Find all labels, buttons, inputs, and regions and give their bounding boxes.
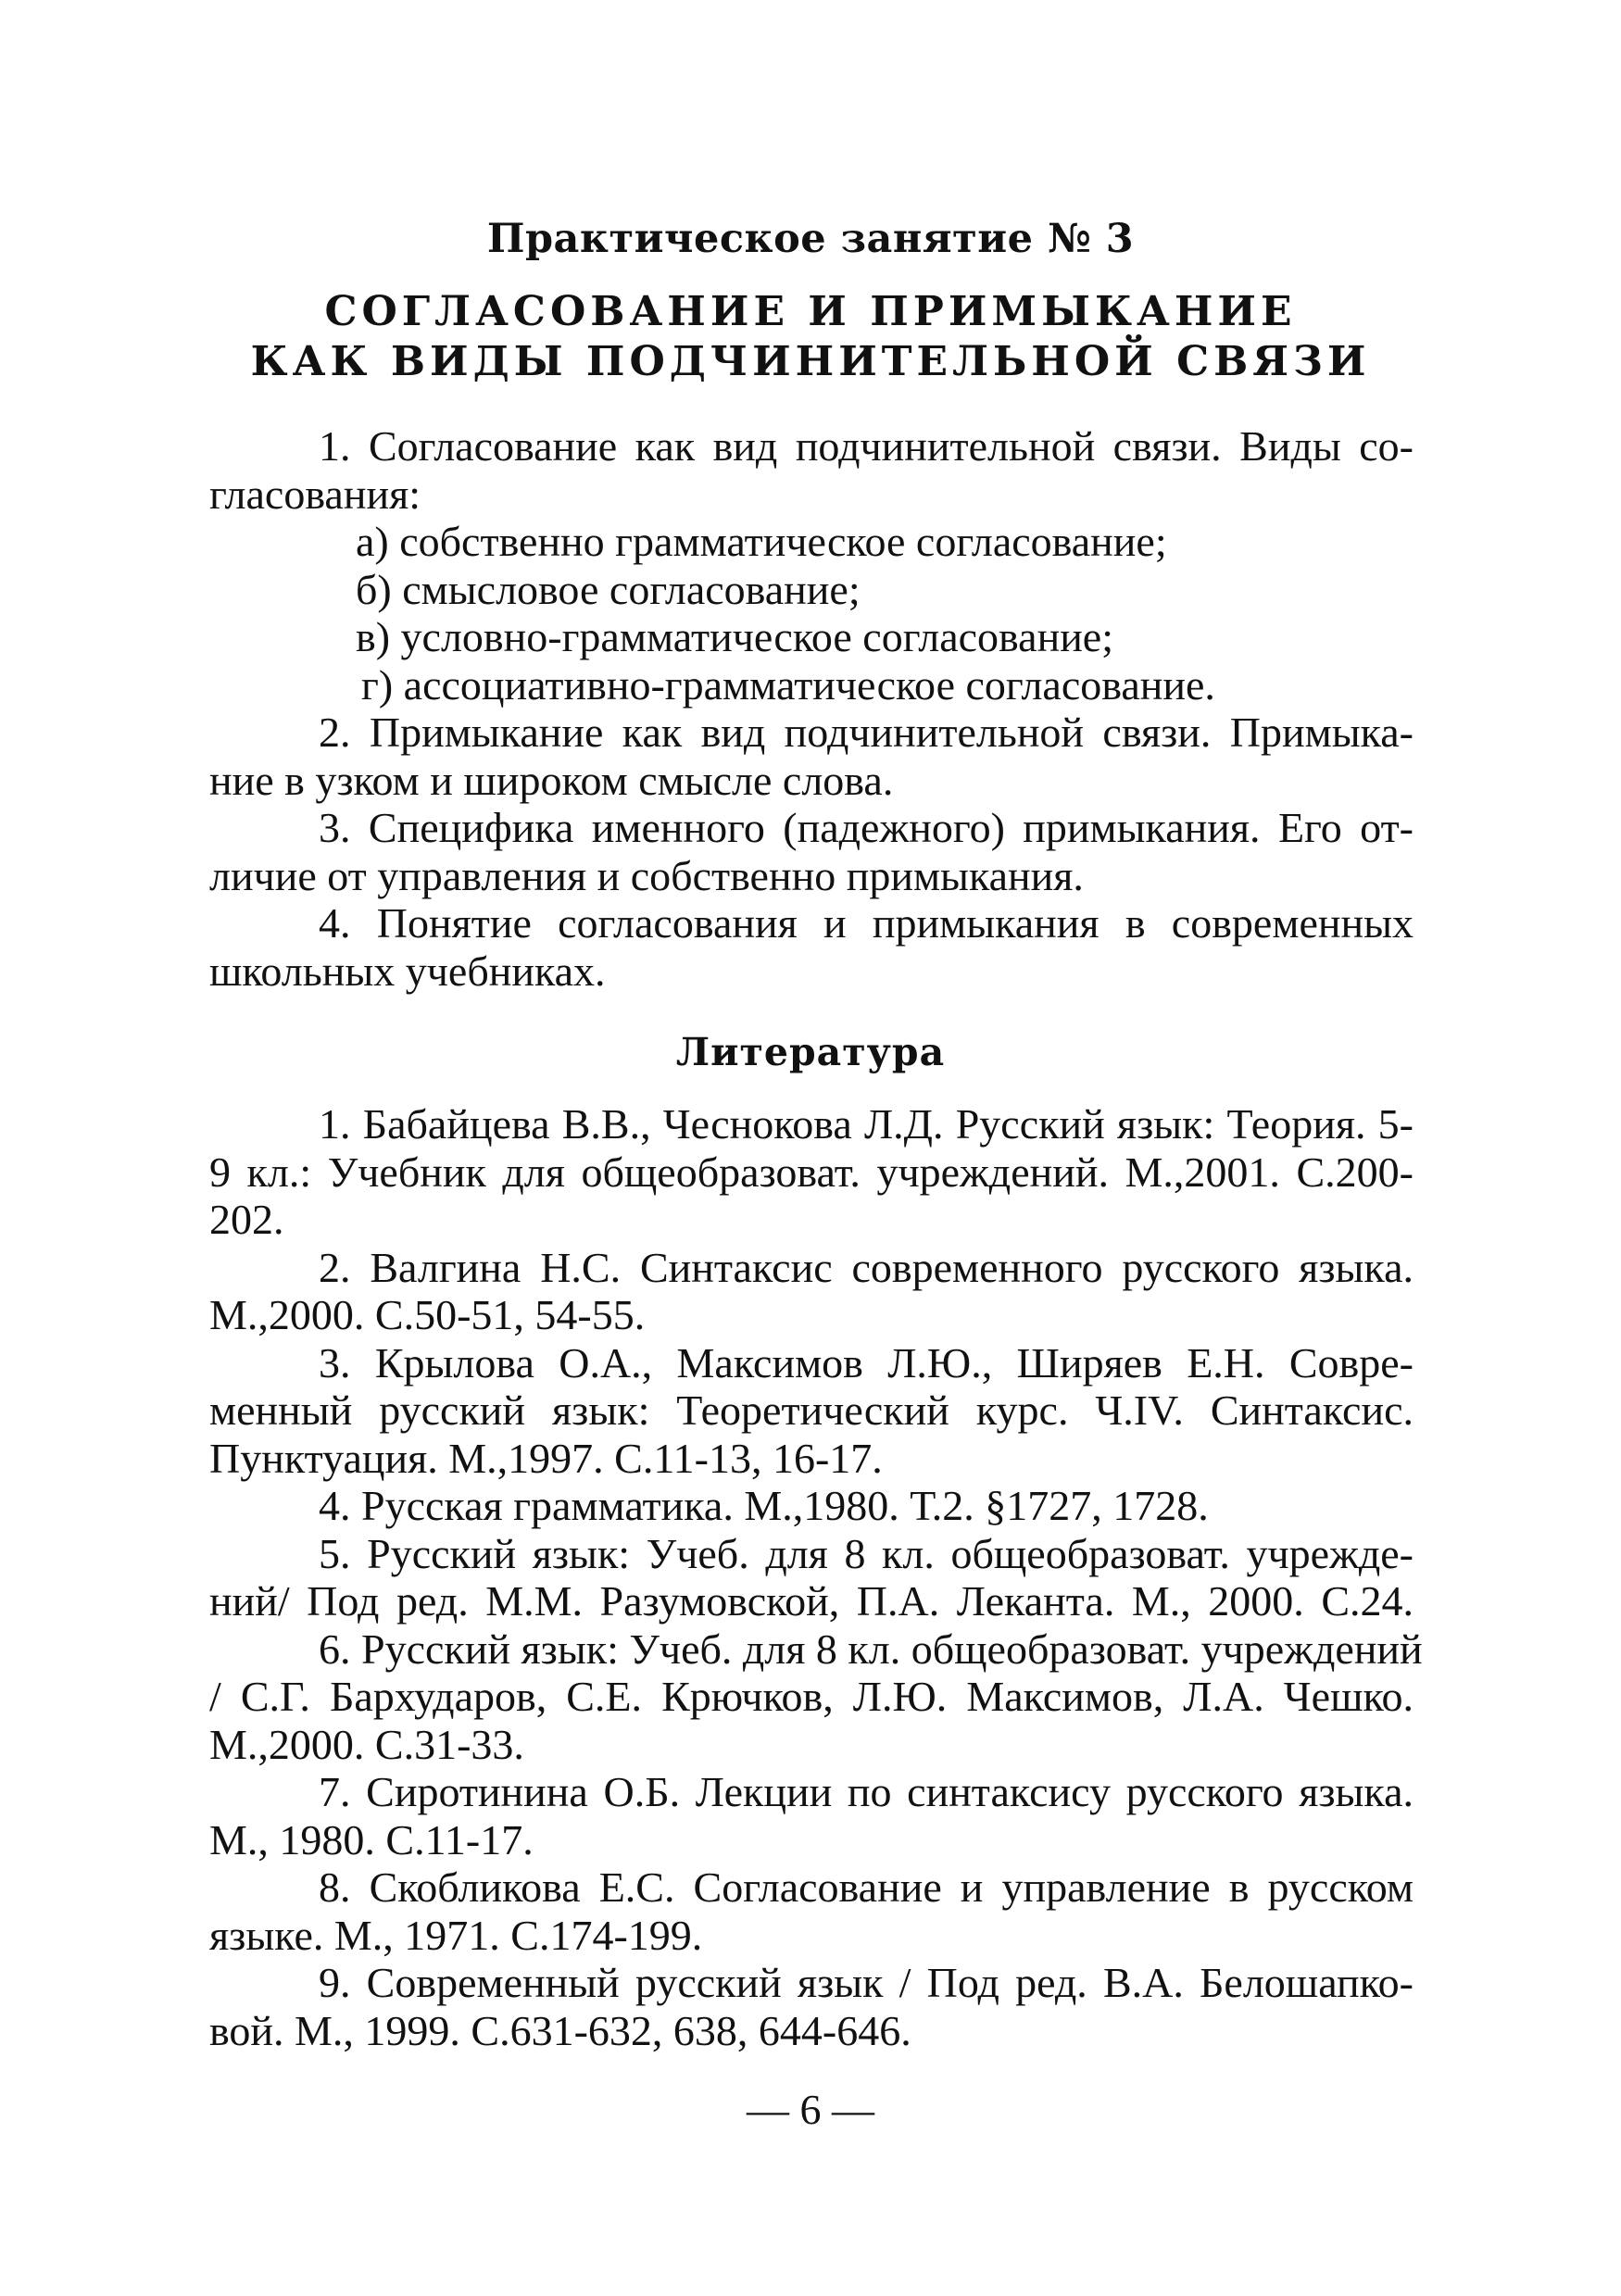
reference-line: 4. Русская грамматика. М.,1980. Т.2. §1727, 1728.: [319, 1482, 1209, 1529]
reference-line: М., 1980. С.11-17.: [209, 1815, 534, 1863]
lesson-label: Практическое занятие № 3: [486, 216, 1135, 262]
topic-3-line: личие от управления и собственно примыкания.: [209, 851, 1084, 899]
page-title: [0, 287, 1621, 387]
reference-line: 7. Сиротинина О.Б. Лекции по синтаксису русского языка.: [319, 1768, 1414, 1815]
reference-line: М.,2000. С.31-33.: [209, 1720, 524, 1768]
subtopic-d: г) ассоциативно-грамматическое согласование.: [361, 660, 1215, 709]
reference-line: М.,2000. С.50-51, 54-55.: [209, 1291, 646, 1338]
subtopic-c: в) условно-грамматическое согласование;: [356, 613, 1114, 660]
reference-line: 3. Крылова О.А., Максимов Л.Ю., Ширяев Е.Н. Совре-: [319, 1338, 1414, 1386]
topic-3-line: 3. Специфика именного (падежного) примыкания. Его от-: [319, 804, 1414, 851]
reference-line: / С.Г. Бархударов, С.Е. Крючков, Л.Ю. Максимов, Л.А. Чешко.: [209, 1673, 1414, 1720]
reference-line: менный русский язык: Теоретический курс. Ч.IV. Синтаксис.: [209, 1386, 1414, 1434]
reference-line: 5. Русский язык: Учеб. для 8 кл. общеобразоват. учрежде-: [319, 1529, 1414, 1577]
topic-2-line: 2. Примыкание как вид подчинительной связи. Примыка-: [319, 709, 1414, 756]
subtopic-b: б) смысловое согласование;: [356, 565, 861, 613]
literature-list: [209, 1100, 1423, 2054]
reference-line: 1. Бабайцева В.В., Чеснокова Л.Д. Русский язык: Теория. 5-: [319, 1100, 1414, 1148]
reference-line: вой. М., 1999. С.631-632, 638, 644-646.: [209, 2006, 911, 2054]
reference-line: 9. Современный русский язык / Под ред. В.А. Белошапко-: [319, 1959, 1414, 2006]
title-line: КАК ВИДЫ ПОДЧИНИТЕЛЬНОЙ СВЯЗИ: [250, 338, 1371, 385]
page-number: — 6 —: [747, 2086, 874, 2133]
reference-line: 8. Скобликова Е.С. Согласование и управление в русском: [319, 1863, 1414, 1911]
topic-1-line: гласования:: [209, 470, 421, 518]
literature-heading: Литература: [675, 1030, 946, 1074]
reference-line: 9 кл.: Учебник для общеобразоват. учреждений. М.,2001. С.200-: [209, 1148, 1414, 1196]
topics-list: [209, 422, 1414, 995]
topic-1-line: 1. Согласование как вид подчинительной связи. Виды со-: [319, 422, 1414, 470]
reference-line: языке. М., 1971. С.174-199.: [209, 1911, 703, 1959]
subtopic-a: а) собственно грамматическое согласование;: [356, 518, 1167, 565]
title-line: СОГЛАСОВАНИЕ И ПРИМЫКАНИЕ: [324, 288, 1297, 335]
topic-4-line: школьных учебниках.: [209, 947, 606, 995]
topic-4-line: 4. Понятие согласования и примыкания в современных: [319, 899, 1414, 947]
reference-line: 202.: [209, 1196, 284, 1243]
reference-line: Пунктуация. М.,1997. С.11-13, 16-17.: [209, 1434, 883, 1482]
reference-line: ний/ Под ред. М.М. Разумовской, П.А. Леканта. М., 2000. С.24.: [209, 1577, 1414, 1625]
reference-line: 6. Русский язык: Учеб. для 8 кл. общеобразоват. учреждений: [319, 1625, 1423, 1673]
topic-2-line: ние в узком и широком смысле слова.: [209, 756, 894, 804]
reference-line: 2. Валгина Н.С. Синтаксис современного русского языка.: [319, 1243, 1414, 1291]
